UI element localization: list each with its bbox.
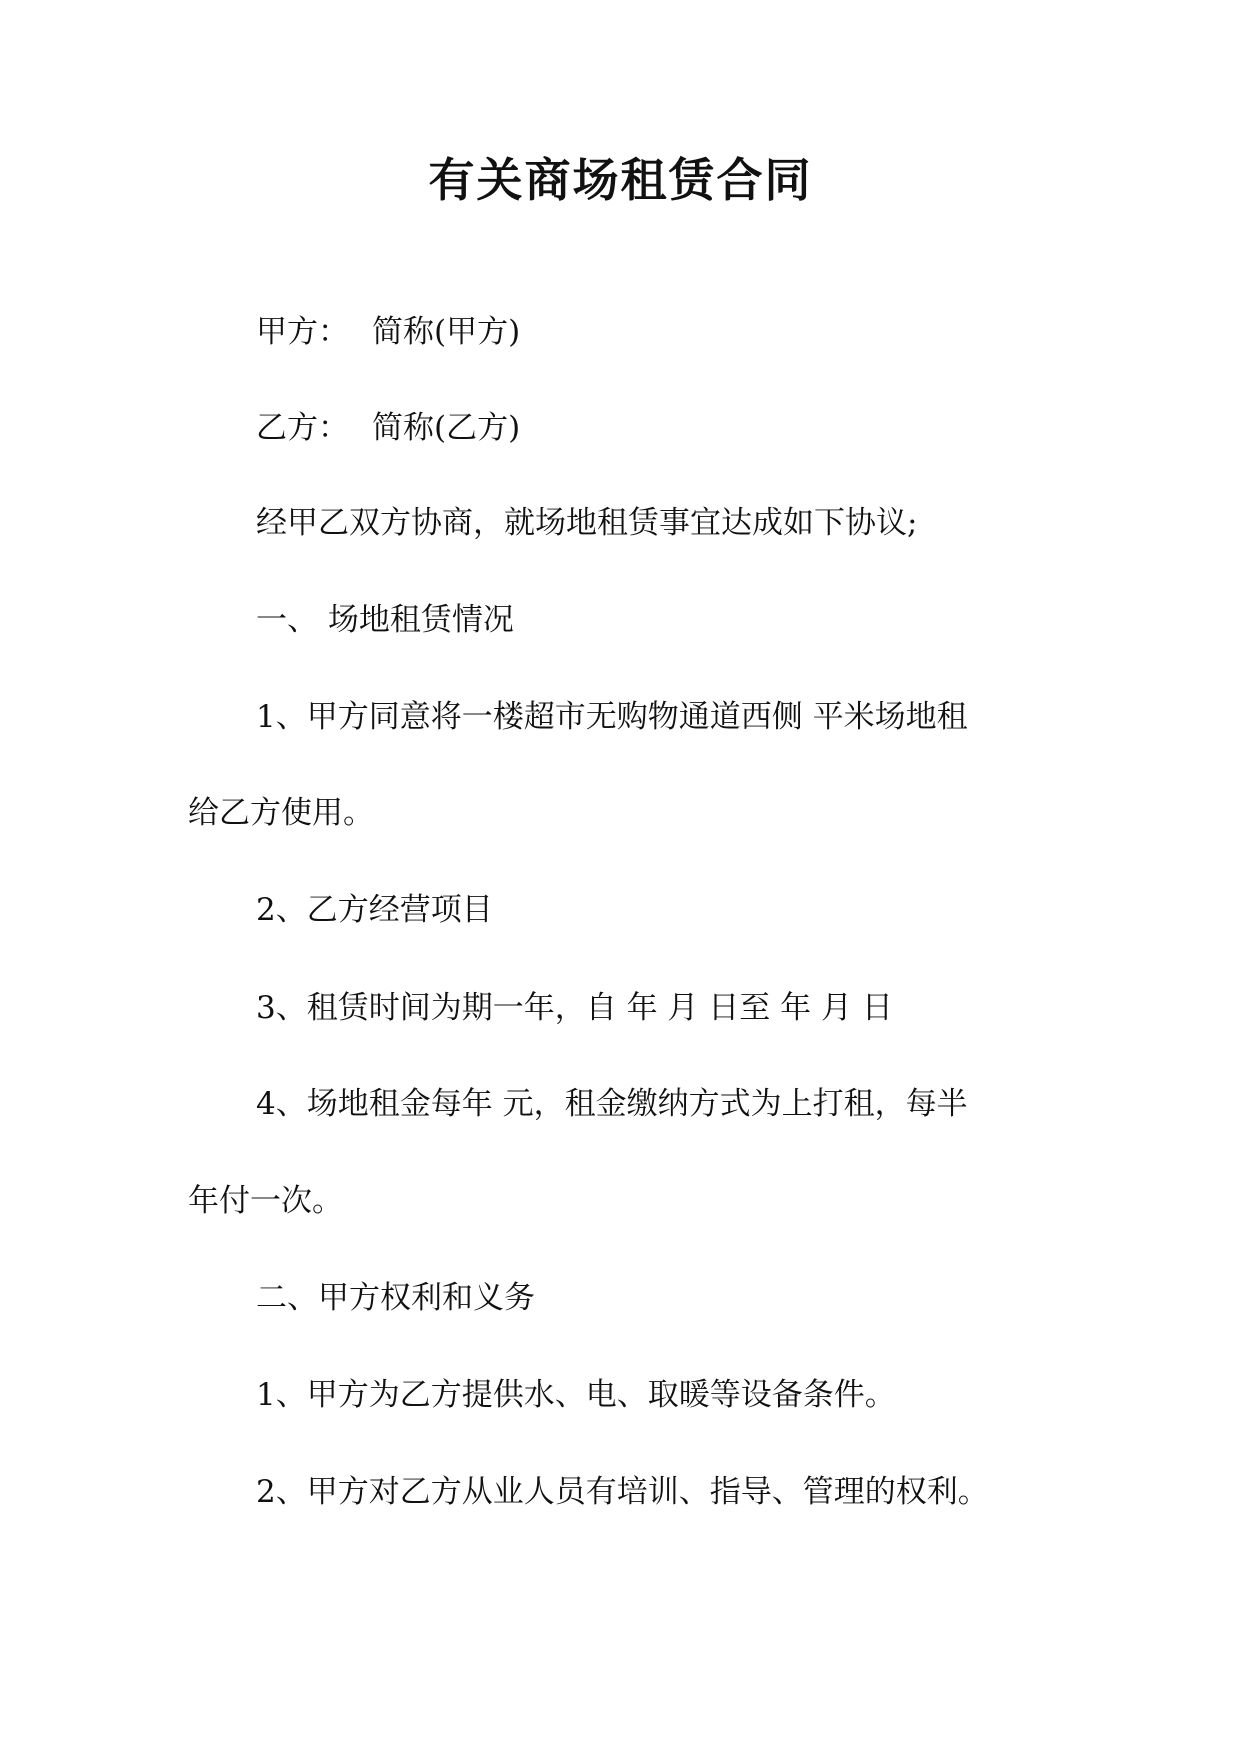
intro-paragraph: 经甲乙双方协商，就场地租赁事宜达成如下协议;: [256, 505, 918, 541]
party-b-label: 乙方：: [256, 410, 349, 446]
party-b-line: [256, 408, 520, 448]
section-2-item-1: 1、甲方为乙方提供水、电、取暖等设备条件。: [256, 1377, 896, 1413]
section-1-item-4-line-1: 4、场地租金每年 元，租金缴纳方式为上打租，每半: [256, 1086, 968, 1122]
section-2-item-2: 2、甲方对乙方从业人员有培训、指导、管理的权利。: [256, 1474, 989, 1510]
section-1-item-3: 3、租赁时间为期一年，自 年 月 日至 年 月 日: [256, 990, 893, 1026]
contract-title: 有关商场租赁合同: [428, 153, 813, 207]
party-b-value: 简称(乙方): [372, 410, 521, 446]
party-a-line: [256, 312, 520, 352]
section-1-item-2: 2、乙方经营项目: [256, 892, 493, 928]
party-a-value: 简称(甲方): [372, 314, 521, 350]
section-1-item-4-line-2: 年付一次。: [188, 1183, 343, 1219]
section-1-item-1-line-1: 1、甲方同意将一楼超市无购物通道西侧 平米场地租: [256, 699, 968, 735]
section-1-item-1-line-2: 给乙方使用。: [188, 795, 374, 831]
section-2-heading: 二、甲方权利和义务: [256, 1280, 535, 1316]
party-a-label: 甲方：: [256, 314, 349, 350]
section-1-heading: 一、 场地租赁情况: [256, 602, 514, 638]
